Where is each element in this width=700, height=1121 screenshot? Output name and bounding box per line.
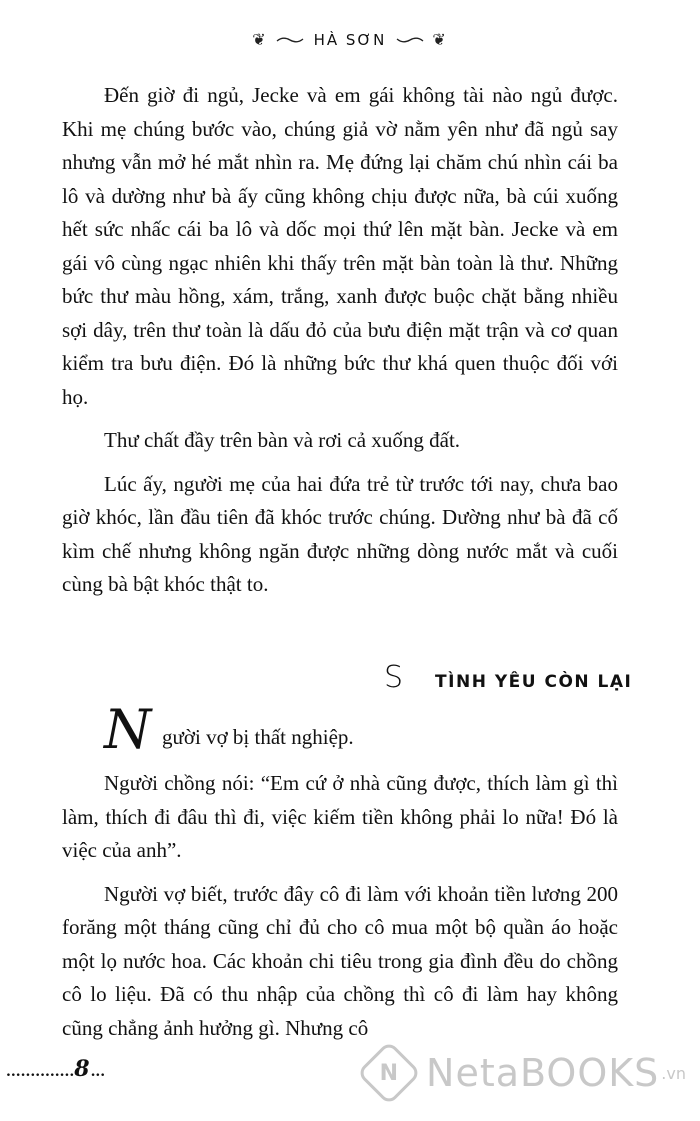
section-title: TÌNH YÊU CÒN LẠI — [435, 672, 633, 692]
paragraph: Người chồng nói: “Em cứ ở nhà cũng được, thích làm gì thì làm, thích đi đâu thì đi, việc kiếm tiền không phải lo nữa! Đó là việc của anh”. — [62, 771, 618, 862]
left-ornament-icon: ❦ — [252, 30, 268, 49]
watermark-tld: .vn — [661, 1063, 686, 1083]
watermark-brand: NetaBOOKS — [426, 1051, 660, 1095]
right-swash-icon — [396, 36, 424, 44]
right-ornament-icon: ❦ — [432, 30, 448, 49]
paragraph: Lúc ấy, người mẹ của hai đứa trẻ từ trước tới nay, chưa bao giờ khóc, lần đầu tiên đã khóc trước chúng. Dường như bà đã cố kìm chế nhưng không ngăn được những dòng nước mắt và cuối cùng bà bật khóc thật to. — [62, 471, 618, 596]
section-heading — [384, 660, 632, 695]
logo-letter: N — [379, 1060, 399, 1086]
section2-body — [62, 698, 618, 1055]
book-author: HÀ SƠN — [313, 30, 387, 49]
watermark — [366, 1050, 686, 1096]
first-line: gười vợ bị thất nghiệp. — [162, 725, 354, 749]
leader-dots: .............. — [6, 1064, 75, 1080]
page-footer — [6, 1056, 105, 1082]
dropcap-paragraph — [62, 698, 618, 761]
paragraph: Thư chất đầy trên bàn và rơi cả xuống đất. — [104, 428, 461, 452]
paragraph: Người vợ biết, trước đây cô đi làm với khoản tiền lương 200 forăng một tháng cũng chỉ đủ cho cô mua một bộ quần áo hoặc một lọ nước hoa. Các khoản chi tiêu trong gia đình đều do chồng cô lo liệu. Đã có thu nhập của chồng thì cô đi làm hay không cũng chẳng ảnh hưởng gì. Nhưng cô — [62, 881, 618, 1040]
section1-body — [62, 79, 618, 612]
page-number: 8 — [74, 1056, 91, 1082]
section-letter: S — [384, 660, 404, 695]
trail-dots: ... — [90, 1064, 106, 1080]
paragraph: Đến giờ đi ngủ, Jecke và em gái không tài nào ngủ được. Khi mẹ chúng bước vào, chúng giả vờ nằm yên như đã ngủ say nhưng vẫn mở hé mắt nhìn ra. Mẹ đứng lại chăm chú nhìn cái ba lô và dường như bà ấy cũng không chịu được nữa, bà cúi xuống hết sức nhấc cái ba lô và dốc mọi thứ lên mặt bàn. Jecke và em gái vô cùng ngạc nhiên khi thấy trên mặt bàn toàn là thư. Những bức thư màu hồng, xám, trắng, xanh được buộc chặt bằng nhiều sợi dây, trên thư toàn là dấu đỏ của bưu điện mặt trận và cơ quan kiểm tra bưu điện. Đó là những bức thư khá quen thuộc đối với họ. — [62, 83, 618, 409]
running-header — [0, 30, 700, 49]
left-swash-icon — [276, 36, 304, 44]
netabooks-logo-icon — [357, 1040, 422, 1105]
drop-cap: N — [104, 698, 152, 761]
